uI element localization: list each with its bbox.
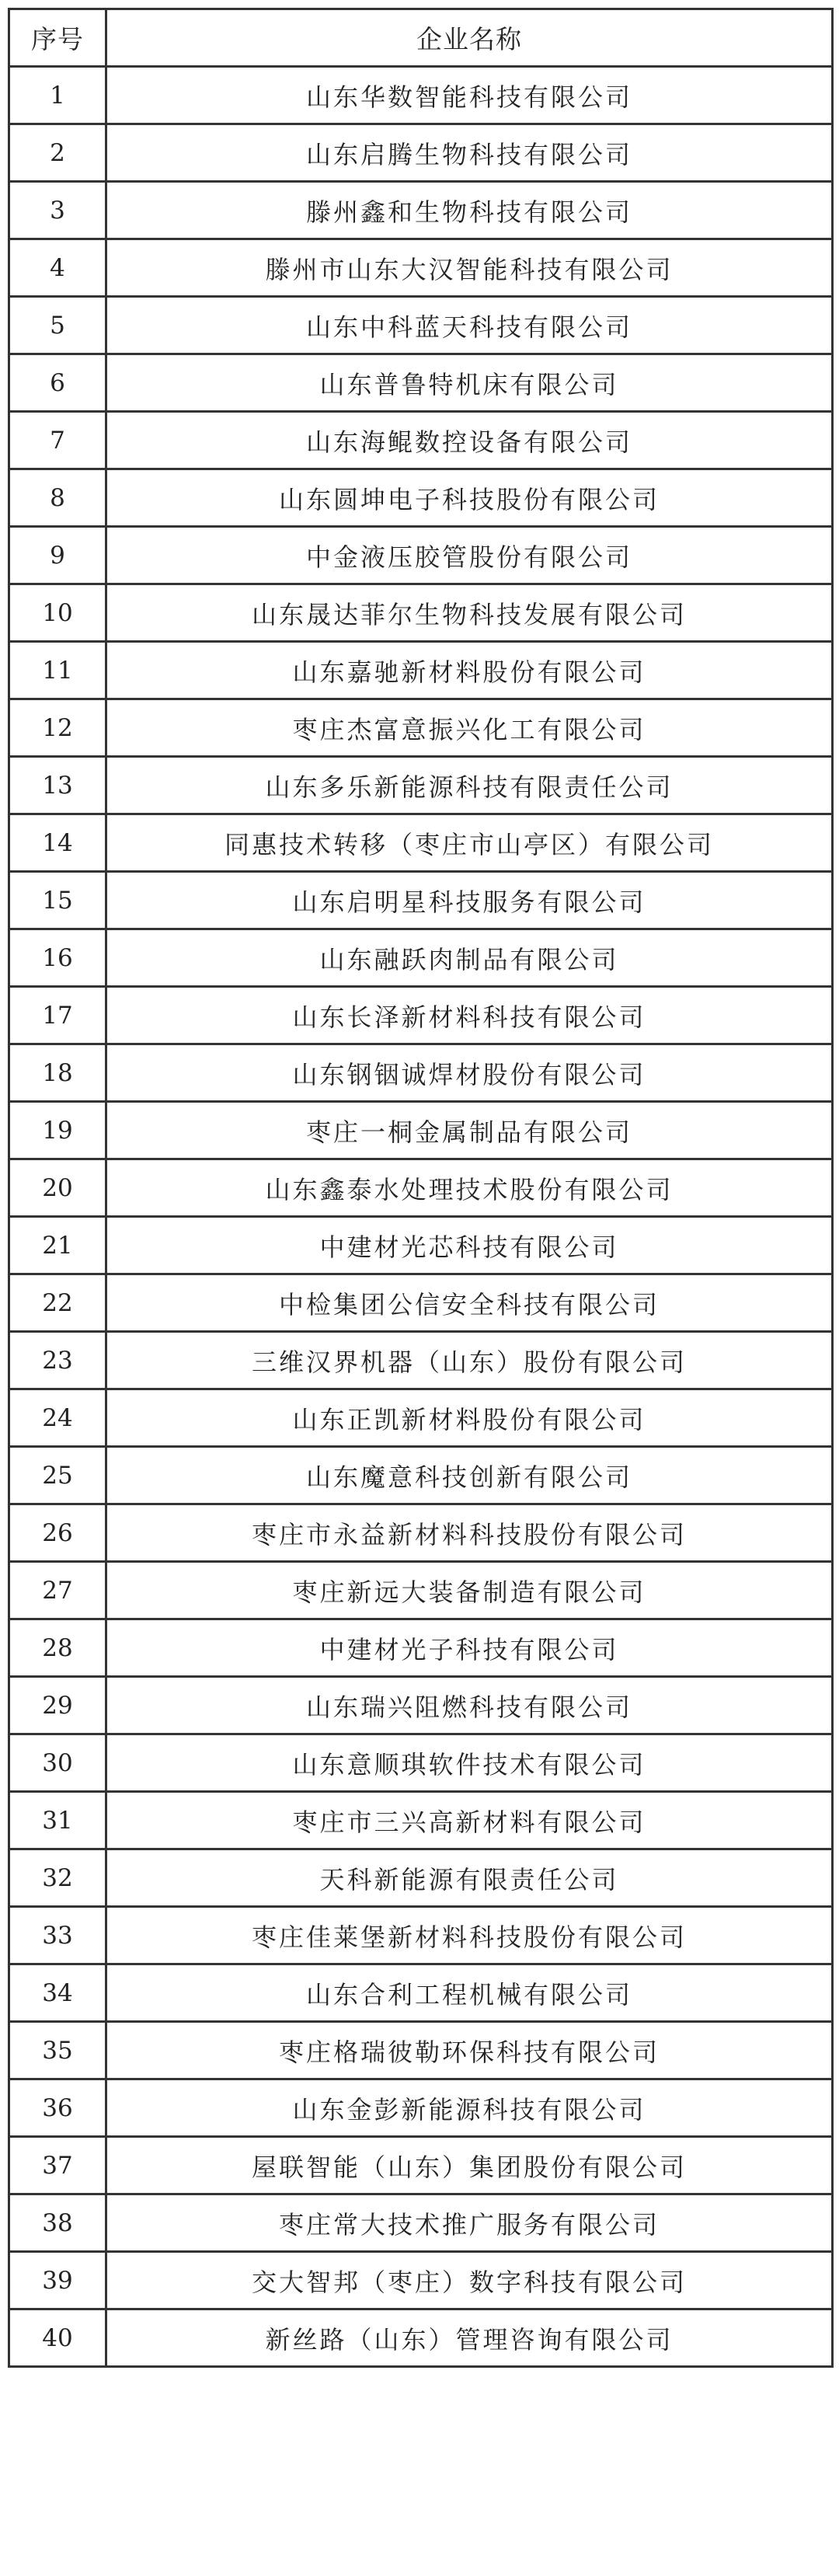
- table-row: [9, 469, 833, 527]
- table-row: [9, 1562, 833, 1619]
- company-name: 山东嘉驰新材料股份有限公司: [106, 642, 833, 699]
- table-row: [9, 1849, 833, 1907]
- company-name: 山东鑫泰水处理技术股份有限公司: [106, 1159, 833, 1217]
- row-index: 40: [9, 2309, 106, 2367]
- table-row: [9, 1504, 833, 1562]
- row-index: 1: [9, 67, 106, 124]
- row-index: 35: [9, 2022, 106, 2079]
- company-name: 滕州市山东大汉智能科技有限公司: [106, 239, 833, 297]
- row-index: 8: [9, 469, 106, 527]
- company-name: 枣庄一桐金属制品有限公司: [106, 1102, 833, 1159]
- company-name: 枣庄市永益新材料科技股份有限公司: [106, 1504, 833, 1562]
- row-index: 39: [9, 2252, 106, 2309]
- company-name: 枣庄佳莱堡新材料科技股份有限公司: [106, 1907, 833, 1964]
- row-index: 5: [9, 297, 106, 354]
- table-row: [9, 297, 833, 354]
- table-row: [9, 872, 833, 929]
- row-index: 30: [9, 1734, 106, 1792]
- row-index: 24: [9, 1389, 106, 1447]
- table-row: [9, 1792, 833, 1849]
- table-row: [9, 699, 833, 757]
- table-row: [9, 2079, 833, 2137]
- table-row: [9, 1274, 833, 1332]
- table-row: [9, 67, 833, 124]
- table-row: [9, 1332, 833, 1389]
- company-name: 山东启明星科技服务有限公司: [106, 872, 833, 929]
- row-index: 21: [9, 1217, 106, 1274]
- row-index: 28: [9, 1619, 106, 1677]
- company-name: 山东多乐新能源科技有限责任公司: [106, 757, 833, 814]
- company-name: 山东晟达菲尔生物科技发展有限公司: [106, 584, 833, 642]
- table-row: [9, 584, 833, 642]
- row-index: 13: [9, 757, 106, 814]
- table-row: [9, 1619, 833, 1677]
- company-name: 中检集团公信安全科技有限公司: [106, 1274, 833, 1332]
- table-row: [9, 2309, 833, 2367]
- row-index: 36: [9, 2079, 106, 2137]
- table-row: [9, 1907, 833, 1964]
- table-row: [9, 1217, 833, 1274]
- company-name: 中建材光芯科技有限公司: [106, 1217, 833, 1274]
- document-sheet: [8, 8, 831, 2568]
- row-index: 2: [9, 124, 106, 182]
- table-row: [9, 1159, 833, 1217]
- row-index: 16: [9, 929, 106, 987]
- row-index: 23: [9, 1332, 106, 1389]
- row-index: 34: [9, 1964, 106, 2022]
- table-row: [9, 527, 833, 584]
- table-row: [9, 1734, 833, 1792]
- company-name: 山东瑞兴阻燃科技有限公司: [106, 1677, 833, 1734]
- table-row: [9, 2252, 833, 2309]
- company-name: 枣庄杰富意振兴化工有限公司: [106, 699, 833, 757]
- table-row: [9, 1447, 833, 1504]
- table-body: [9, 67, 833, 2367]
- company-name: 新丝路（山东）管理咨询有限公司: [106, 2309, 833, 2367]
- row-index: 29: [9, 1677, 106, 1734]
- table-row: [9, 124, 833, 182]
- company-name: 山东华数智能科技有限公司: [106, 67, 833, 124]
- company-name: 三维汉界机器（山东）股份有限公司: [106, 1332, 833, 1389]
- row-index: 25: [9, 1447, 106, 1504]
- company-name: 山东普鲁特机床有限公司: [106, 354, 833, 412]
- row-index: 37: [9, 2137, 106, 2194]
- company-name: 山东中科蓝天科技有限公司: [106, 297, 833, 354]
- company-name: 山东海鲲数控设备有限公司: [106, 412, 833, 469]
- company-name: 枣庄常大技术推广服务有限公司: [106, 2194, 833, 2252]
- table-row: [9, 354, 833, 412]
- table-row: [9, 1044, 833, 1102]
- row-index: 15: [9, 872, 106, 929]
- row-index: 33: [9, 1907, 106, 1964]
- row-index: 7: [9, 412, 106, 469]
- table-row: [9, 814, 833, 872]
- row-index: 26: [9, 1504, 106, 1562]
- company-name: 山东合利工程机械有限公司: [106, 1964, 833, 2022]
- row-index: 11: [9, 642, 106, 699]
- company-name: 山东长泽新材料科技有限公司: [106, 987, 833, 1044]
- company-name: 中金液压胶管股份有限公司: [106, 527, 833, 584]
- company-name: 枣庄新远大装备制造有限公司: [106, 1562, 833, 1619]
- table-row: [9, 2194, 833, 2252]
- row-index: 31: [9, 1792, 106, 1849]
- row-index: 9: [9, 527, 106, 584]
- table-row: [9, 642, 833, 699]
- row-index: 17: [9, 987, 106, 1044]
- row-index: 4: [9, 239, 106, 297]
- table-row: [9, 2137, 833, 2194]
- table-row: [9, 757, 833, 814]
- table-row: [9, 239, 833, 297]
- company-name: 滕州鑫和生物科技有限公司: [106, 182, 833, 239]
- row-index: 14: [9, 814, 106, 872]
- company-table: [8, 8, 834, 2368]
- company-name: 交大智邦（枣庄）数字科技有限公司: [106, 2252, 833, 2309]
- row-index: 3: [9, 182, 106, 239]
- header-company-name: 企业名称: [106, 9, 833, 67]
- table-row: [9, 1964, 833, 2022]
- table-row: [9, 1102, 833, 1159]
- row-index: 12: [9, 699, 106, 757]
- company-name: 山东正凯新材料股份有限公司: [106, 1389, 833, 1447]
- row-index: 10: [9, 584, 106, 642]
- row-index: 32: [9, 1849, 106, 1907]
- company-name: 屋联智能（山东）集团股份有限公司: [106, 2137, 833, 2194]
- row-index: 20: [9, 1159, 106, 1217]
- company-name: 枣庄市三兴高新材料有限公司: [106, 1792, 833, 1849]
- company-name: 中建材光子科技有限公司: [106, 1619, 833, 1677]
- company-name: 山东意顺琪软件技术有限公司: [106, 1734, 833, 1792]
- company-name: 天科新能源有限责任公司: [106, 1849, 833, 1907]
- table-row: [9, 987, 833, 1044]
- company-name: 枣庄格瑞彼勒环保科技有限公司: [106, 2022, 833, 2079]
- header-index: 序号: [9, 9, 106, 67]
- table-row: [9, 412, 833, 469]
- company-name: 山东启腾生物科技有限公司: [106, 124, 833, 182]
- row-index: 38: [9, 2194, 106, 2252]
- table-row: [9, 2022, 833, 2079]
- table-row: [9, 1677, 833, 1734]
- company-name: 山东金彭新能源科技有限公司: [106, 2079, 833, 2137]
- row-index: 6: [9, 354, 106, 412]
- company-name: 山东圆坤电子科技股份有限公司: [106, 469, 833, 527]
- row-index: 19: [9, 1102, 106, 1159]
- table-row: [9, 1389, 833, 1447]
- row-index: 18: [9, 1044, 106, 1102]
- company-name: 同惠技术转移（枣庄市山亭区）有限公司: [106, 814, 833, 872]
- table-header-row: [9, 9, 833, 67]
- table-row: [9, 929, 833, 987]
- company-name: 山东钢铟诚焊材股份有限公司: [106, 1044, 833, 1102]
- row-index: 22: [9, 1274, 106, 1332]
- table-row: [9, 182, 833, 239]
- company-name: 山东融跃肉制品有限公司: [106, 929, 833, 987]
- row-index: 27: [9, 1562, 106, 1619]
- company-name: 山东魔意科技创新有限公司: [106, 1447, 833, 1504]
